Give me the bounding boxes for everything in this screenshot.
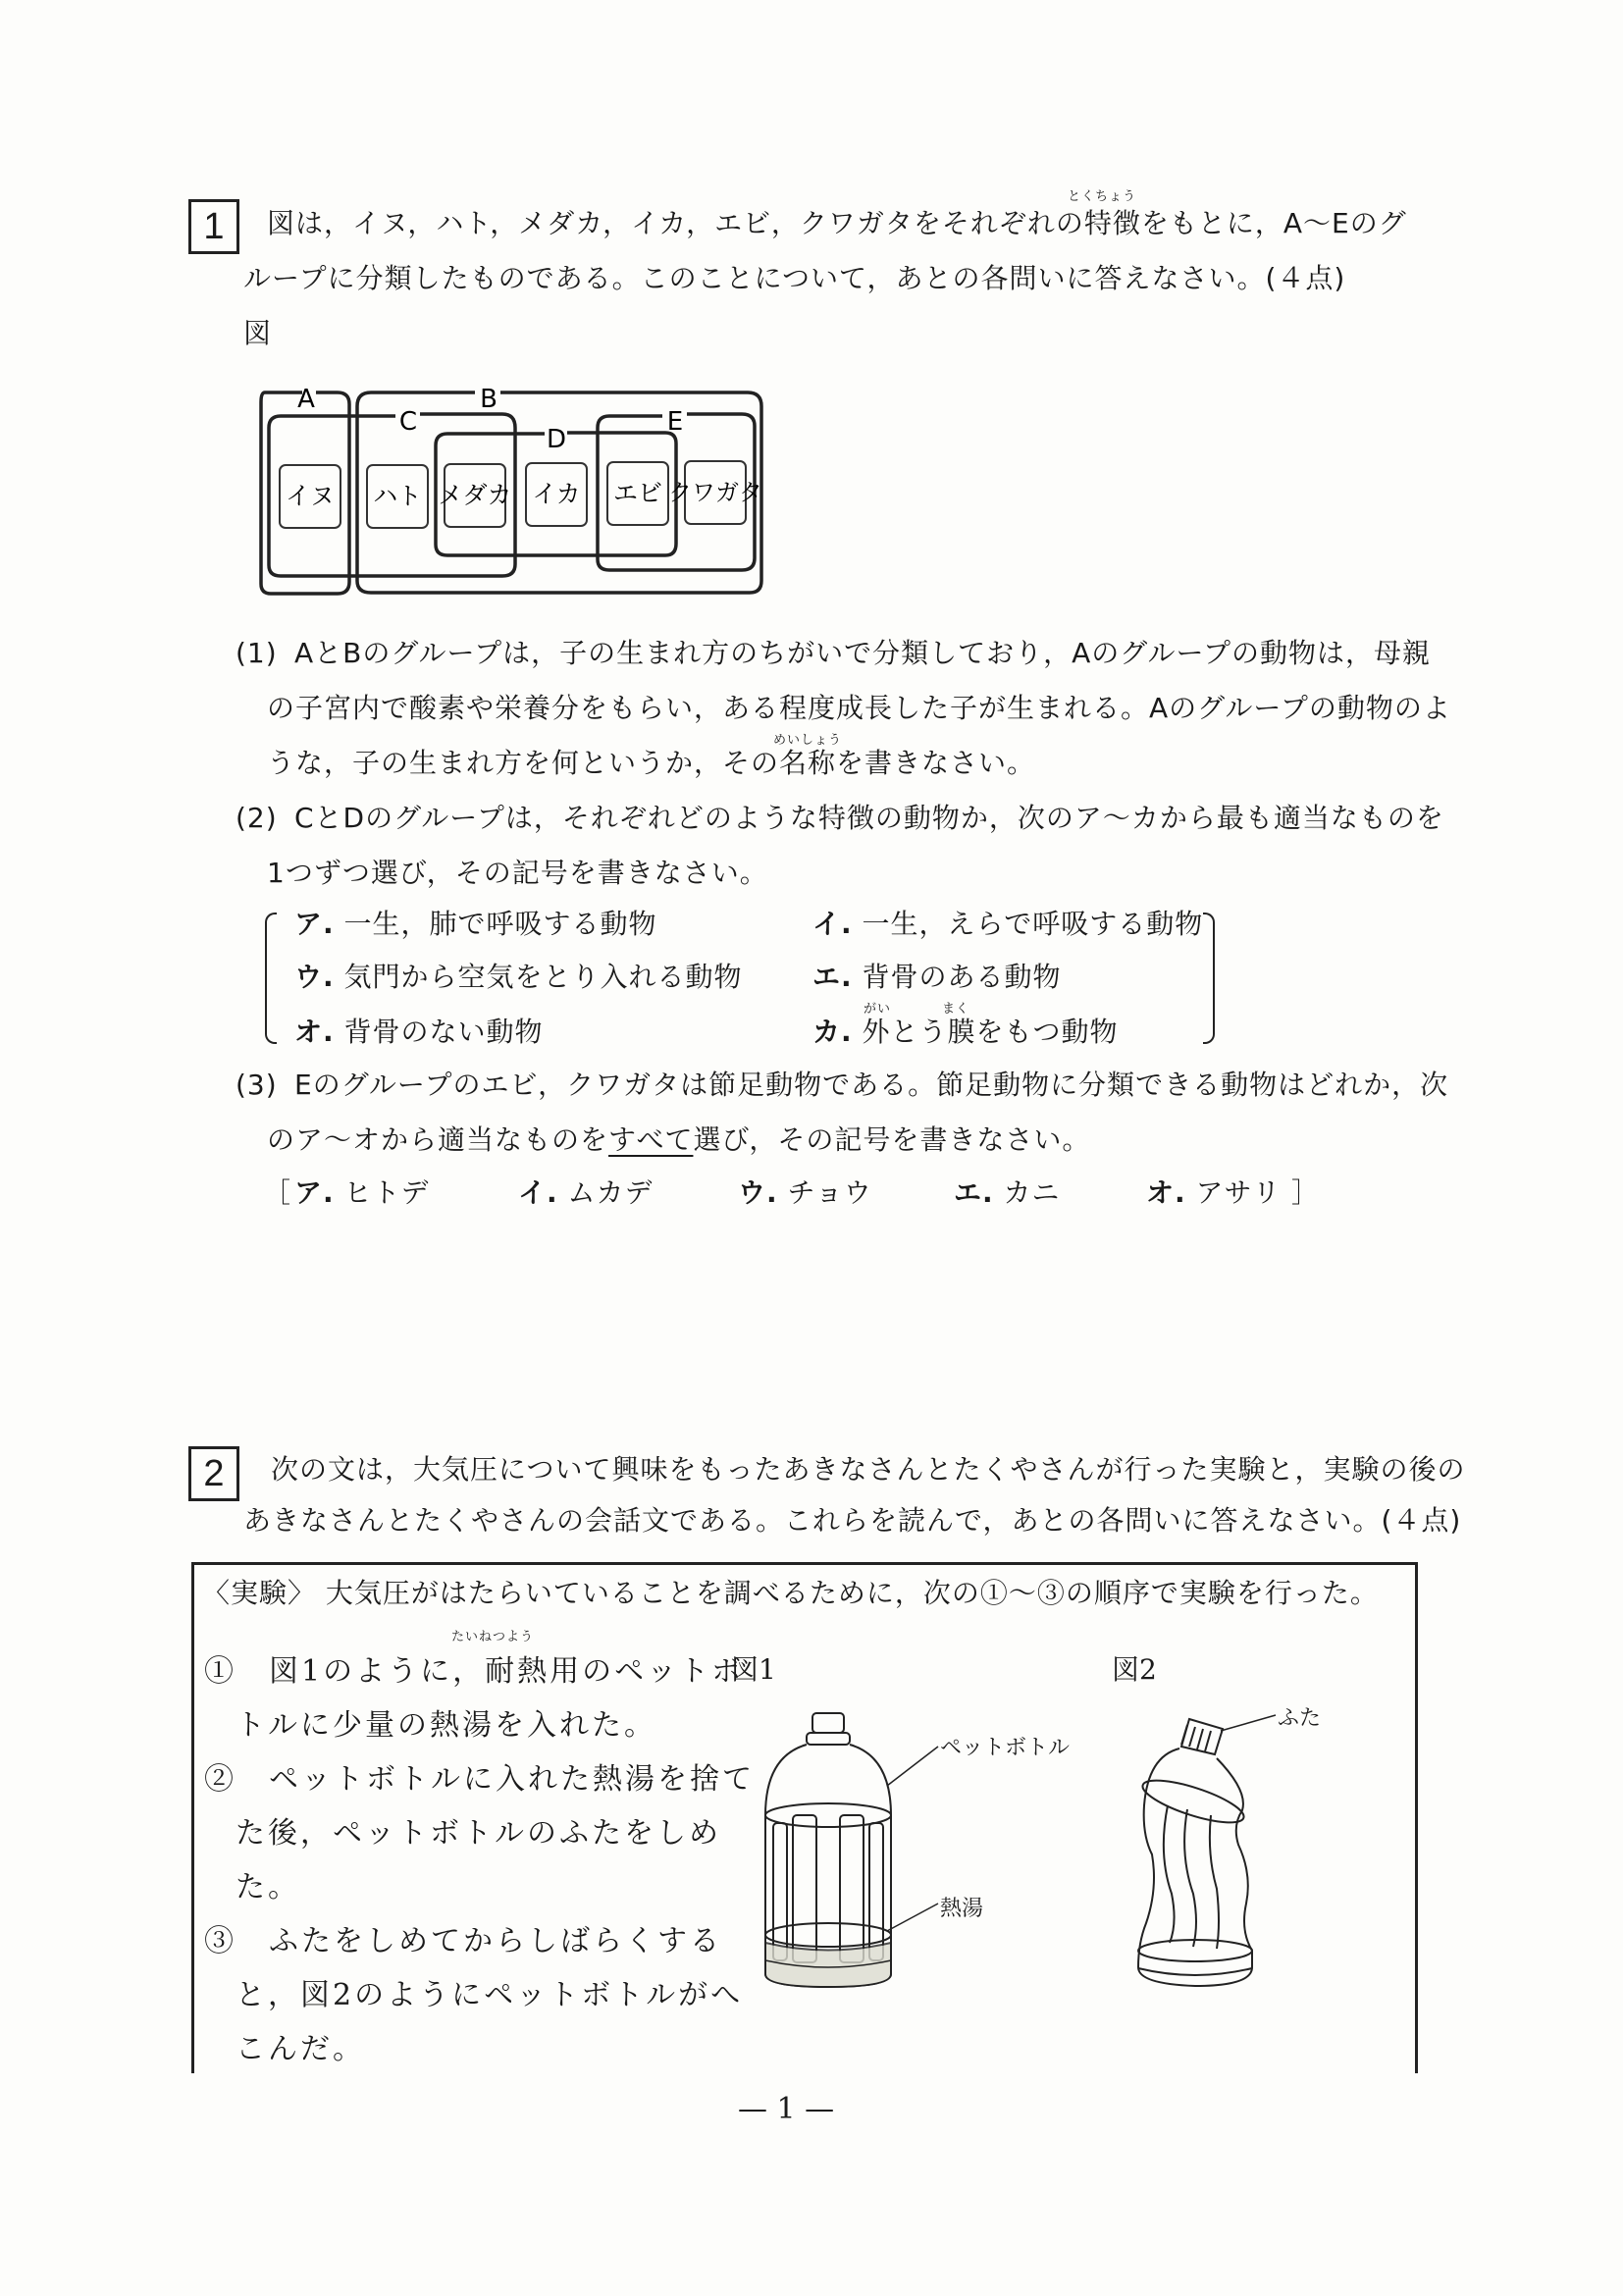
question-number-1: 1	[188, 199, 239, 254]
svg-text:ハト: ハト	[373, 482, 422, 510]
options-bracket-right	[1203, 913, 1215, 1044]
experiment-steps	[204, 1644, 755, 2076]
sub3-option-o: オ. アサリ	[1146, 1176, 1282, 1209]
sub2-option-e: エ. 背骨のある動物	[812, 961, 1062, 993]
sub3-label: (3)	[236, 1069, 278, 1101]
ruby-gai: がい	[864, 1002, 892, 1017]
fig2-callout-cap: ふた	[1278, 1706, 1322, 1731]
sub2-line1: CとDのグループは，それぞれどのような特徴の動物か，次のア～カから最も適当なものを	[294, 802, 1444, 834]
svg-text:イカ: イカ	[532, 480, 581, 508]
fig1-callout-bottle: ペットボトル	[940, 1736, 1071, 1760]
step-line: ① 図1のように，耐熱用のペットボ	[204, 1654, 745, 1689]
svg-text:クワガタ: クワガタ	[668, 479, 762, 506]
sub3-bracket-close: ］	[1291, 1176, 1321, 1209]
group-a-label: A	[297, 385, 315, 414]
fig2-label: 図2	[1112, 1653, 1157, 1686]
ruby-tokuchou: とくちょう	[1068, 189, 1137, 204]
sub2-option-o: オ. 背骨のない動物	[294, 1016, 544, 1048]
sub1-line3: うな，子の生まれ方を何というか，その名称を書きなさい。	[267, 747, 1036, 779]
sub3-option-u: ウ. チョウ	[738, 1176, 872, 1209]
sub2-line2: 1つずつ選び，その記号を書きなさい。	[267, 857, 768, 889]
animal-box-ebi	[607, 462, 668, 525]
sub3-option-e: エ. カニ	[954, 1176, 1061, 1209]
question-number-2: 2	[188, 1446, 239, 1501]
step-line: ③ ふたをしめてからしばらくする	[204, 1924, 722, 1958]
sub2-label: (2)	[236, 802, 278, 834]
sub3-option-a: ア. ヒトデ	[294, 1176, 430, 1209]
svg-text:エビ: エビ	[612, 479, 663, 507]
experiment-heading: 〈実験〉 大気圧がはたらいていることを調べるために，次の①～③の順序で実験を行った。	[202, 1577, 1379, 1609]
fig1-callout-water: 熱湯	[940, 1897, 984, 1921]
step-line: こんだ。	[236, 2032, 365, 2066]
group-c-label: C	[398, 407, 418, 437]
page-number: — 1 —	[738, 2092, 835, 2126]
animal-box-hato	[367, 465, 428, 528]
step-line: ② ペットボトルに入れた熱湯を捨て	[204, 1762, 755, 1797]
animal-box-inu	[280, 465, 340, 528]
group-d-label: D	[546, 425, 567, 454]
step-line: た。	[236, 1870, 300, 1905]
q2-intro-line2: あきなさんとたくやさんの会話文である。これらを読んで，あとの各問いに答えなさい。(４点)	[243, 1504, 1462, 1537]
options-bracket-left	[265, 913, 277, 1044]
ruby-meishou: めいしょう	[773, 733, 843, 748]
animal-box-kuwagata	[668, 461, 762, 524]
ruby-maku: まく	[942, 1002, 970, 1017]
group-b-label: B	[480, 385, 497, 414]
animal-box-ika	[526, 463, 587, 526]
group-e-label: E	[666, 407, 684, 437]
svg-text:イヌ: イヌ	[285, 482, 336, 510]
sub3-line1: Eのグループのエビ，クワガタは節足動物である。節足動物に分類できる動物はどれか，次	[294, 1069, 1449, 1101]
step-line: トルに少量の熱湯を入れた。	[236, 1708, 656, 1743]
fig2-dented-bottle-illustration	[1128, 1707, 1384, 2002]
svg-text:メダカ: メダカ	[438, 481, 512, 509]
animal-box-medaka	[438, 464, 511, 527]
sub2-option-ka: カ. 外とう膜をもつ動物	[812, 1016, 1119, 1048]
sub2-option-u: ウ. 気門から空気をとり入れる動物	[294, 961, 743, 993]
q1-intro-line1: 図は，イヌ，ハト，メダカ，イカ，エビ，クワガタをそれぞれの特徴をもとに，A～Eのグ	[267, 207, 1407, 239]
underline-subete: すべて	[608, 1123, 694, 1156]
sub2-option-a: ア. 一生，肺で呼吸する動物	[294, 908, 657, 940]
q2-intro-line1: 次の文は，大気圧について興味をもったあきなさんとたくやさんが行った実験と，実験の後の	[271, 1453, 1466, 1486]
sub1-line1: AとBのグループは，子の生まれ方のちがいで分類しており，Aのグループの動物は，母親	[294, 637, 1432, 669]
q1-intro-line2: ループに分類したものである。このことについて，あとの各問いに答えなさい。(４点)	[243, 262, 1346, 294]
ruby-tainetsuyou: たいねつよう	[451, 1630, 535, 1644]
sub3-line2: のア～オから適当なものをすべて選び，その記号を書きなさい。	[267, 1123, 1091, 1156]
sub3-option-i: イ. ムカデ	[518, 1176, 654, 1209]
sub3-bracket-open: ［	[263, 1176, 292, 1209]
step-line: と，図2のようにペットボトルがへ	[236, 1978, 744, 2012]
figure-label: 図	[243, 317, 273, 349]
sub1-label: (1)	[236, 637, 278, 669]
fig1-label: 図1	[731, 1653, 776, 1686]
classification-diagram	[255, 363, 1433, 599]
step-line: た後，ペットボトルのふたをしめ	[236, 1816, 721, 1851]
sub2-option-i: イ. 一生，えらで呼吸する動物	[812, 908, 1204, 940]
sub1-line2: の子宮内で酸素や栄養分をもらい，ある程度成長した子が生まれる。Aのグループの動物のよ	[267, 692, 1451, 724]
